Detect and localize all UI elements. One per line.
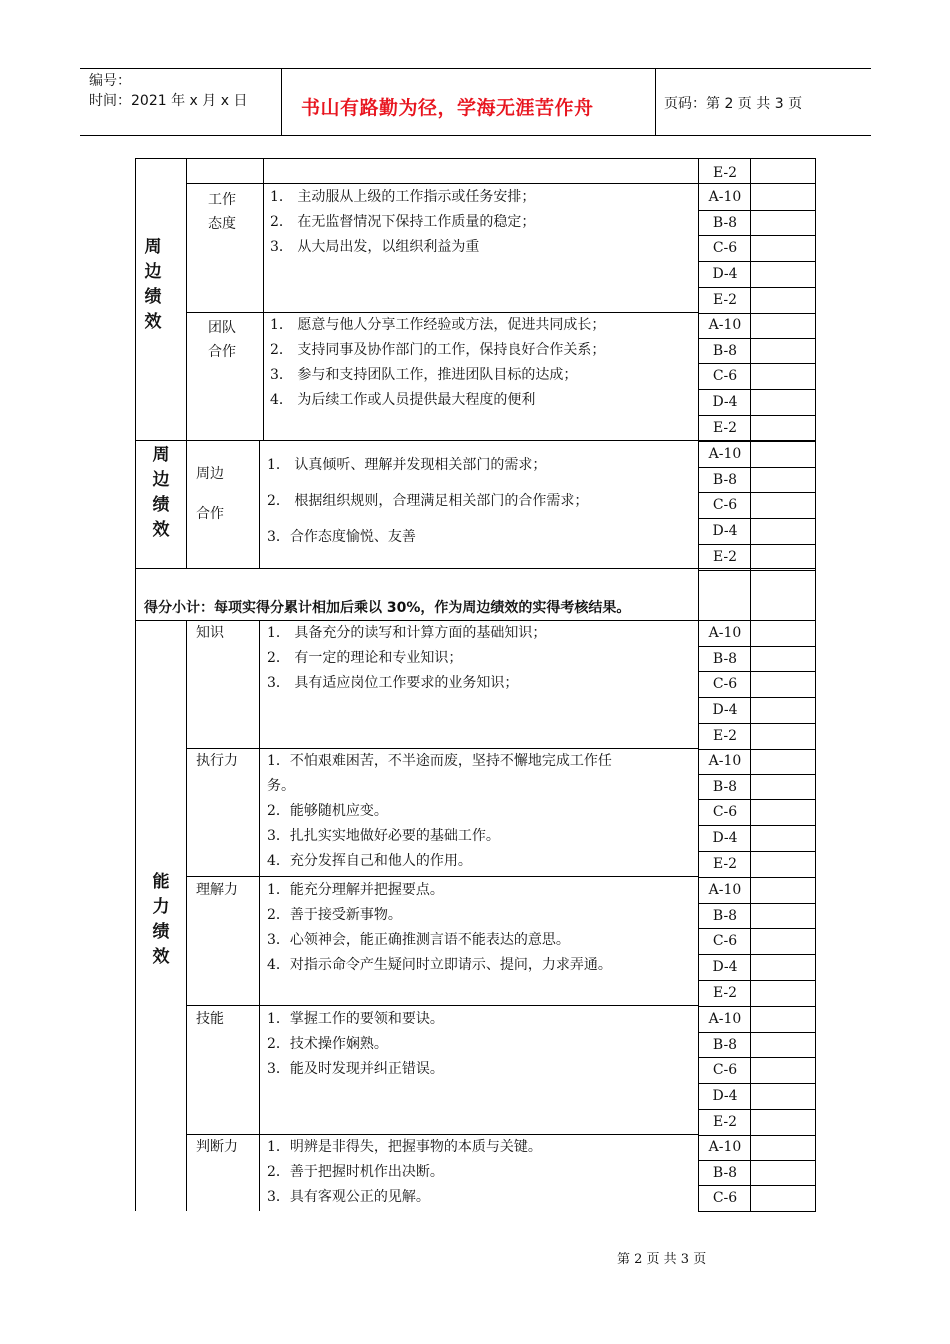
- knowledge-grade-c: C-6: [712, 676, 738, 693]
- skill-item: 3．能及时发现并纠正错误。: [267, 1061, 444, 1077]
- table-border: [186, 440, 187, 569]
- category-ability-performance: 能力绩效: [152, 872, 170, 967]
- judgment-item: 2．善于把握时机作出决断。: [267, 1164, 444, 1180]
- table-left-border: [135, 158, 136, 1211]
- table-border: [259, 620, 260, 1211]
- skill-grade-a: A-10: [708, 1011, 742, 1027]
- knowledge-item: 1． 具备充分的读写和计算方面的基础知识；: [267, 625, 547, 641]
- peripheral-item: 1． 认真倾听、理解并发现相关部门的需求；: [267, 457, 547, 473]
- skill-grade-e: E-2: [712, 1113, 738, 1130]
- table-border: [698, 492, 816, 493]
- skill-grade-d: D-4: [712, 1088, 738, 1105]
- knowledge-grade-b: B-8: [712, 650, 738, 667]
- table-border: [698, 774, 816, 775]
- comprehension-name: 理解力: [196, 882, 238, 898]
- table-border: [698, 903, 816, 904]
- table-border: [698, 697, 816, 698]
- table-border: [263, 158, 264, 441]
- teamwork-item: 3． 参与和支持团队工作，推进团队目标的达成；: [270, 367, 578, 383]
- header-motto: 书山有路勤为径，学海无涯苦作舟: [301, 97, 594, 119]
- skill-item: 1．掌握工作的要领和要诀。: [267, 1011, 444, 1027]
- knowledge-item: 3． 具有适应岗位工作要求的业务知识；: [267, 675, 519, 691]
- table-border: [698, 954, 816, 955]
- teamwork-item: 4． 为后续工作或人员提供最大程度的便利: [270, 392, 536, 408]
- table-border: [186, 1134, 699, 1135]
- table-border: [186, 876, 699, 877]
- judgment-grade-c: C-6: [712, 1190, 738, 1207]
- execution-grade-a: A-10: [708, 753, 742, 769]
- skill-grade-b: B-8: [712, 1036, 738, 1053]
- work-attitude-item: 1． 主动服从上级的工作指示或任务安排；: [270, 189, 536, 205]
- teamwork-item: 2． 支持同事及协作部门的工作，保持良好合作关系；: [270, 342, 606, 358]
- table-border: [698, 799, 816, 800]
- table-border: [698, 570, 816, 571]
- table-border: [186, 158, 187, 441]
- teamwork-grade-c: C-6: [712, 368, 738, 385]
- table-border: [698, 877, 816, 878]
- peripheral-item: 3．合作态度愉悦、友善: [267, 529, 416, 545]
- table-border: [698, 415, 816, 416]
- skill-grade-c: C-6: [712, 1062, 738, 1079]
- table-border: [698, 1083, 816, 1084]
- judgment-item: 1．明辨是非得失，把握事物的本质与关键。: [267, 1139, 542, 1155]
- work-attitude-grade-e: E-2: [712, 291, 738, 308]
- table-border: [698, 928, 816, 929]
- teamwork-name: 团队合作: [208, 320, 236, 360]
- table-border: [698, 518, 816, 519]
- comprehension-grade-d: D-4: [712, 959, 738, 976]
- table-border: [698, 646, 816, 647]
- table-border: [698, 1057, 816, 1058]
- work-attitude-item: 3． 从大局出发，以组织利益为重: [270, 239, 480, 255]
- header-page-number: 页码：第 2 页 共 3 页: [664, 96, 803, 112]
- work-attitude-item: 2． 在无监督情况下保持工作质量的稳定；: [270, 214, 536, 230]
- comprehension-grade-b: B-8: [712, 907, 738, 924]
- knowledge-grade-d: D-4: [712, 702, 738, 719]
- teamwork-grade-a: A-10: [708, 317, 742, 333]
- teamwork-grade-d: D-4: [712, 394, 738, 411]
- teamwork-grade-e: E-2: [712, 419, 738, 436]
- table-border: [698, 1006, 816, 1007]
- table-border: [698, 441, 816, 442]
- table-border: [698, 723, 816, 724]
- table-border: [186, 312, 699, 313]
- comprehension-item: 2．善于接受新事物。: [267, 907, 402, 923]
- execution-item: 务。: [267, 778, 295, 794]
- table-border: [698, 1032, 816, 1033]
- execution-grade-b: B-8: [712, 778, 738, 795]
- category-peripheral-performance: 周边绩效: [144, 237, 162, 332]
- table-border: [698, 749, 816, 750]
- header-number: 编号：: [89, 73, 131, 89]
- peripheral-name: 周边合作: [196, 466, 224, 522]
- table-border: [186, 183, 699, 184]
- work-attitude-grade-c: C-6: [712, 240, 738, 257]
- judgment-grade-b: B-8: [712, 1164, 738, 1181]
- table-border: [135, 568, 816, 569]
- table-border: [698, 544, 816, 545]
- knowledge-item: 2． 有一定的理论和专业知识；: [267, 650, 463, 666]
- table-border: [135, 440, 816, 441]
- table-border: [186, 748, 699, 749]
- table-top-border: [135, 158, 816, 159]
- comprehension-grade-a: A-10: [708, 882, 742, 898]
- knowledge-grade-a: A-10: [708, 625, 742, 641]
- peripheral-item: 2． 根据组织规则，合理满足相关部门的合作需求；: [267, 493, 589, 509]
- skill-name: 技能: [196, 1011, 224, 1027]
- teamwork-grade-b: B-8: [712, 342, 738, 359]
- peripheral-grade-e: E-2: [712, 548, 738, 565]
- comprehension-grade-c: C-6: [712, 933, 738, 950]
- table-border: [698, 1135, 816, 1136]
- table-border: [698, 1109, 816, 1110]
- table-border: [698, 1185, 816, 1186]
- work-attitude-name: 工作态度: [208, 192, 236, 232]
- comprehension-grade-e: E-2: [712, 984, 738, 1001]
- table-border: [698, 825, 816, 826]
- table-border: [698, 671, 816, 672]
- execution-item: 3．扎扎实实地做好必要的基础工作。: [267, 828, 500, 844]
- table-border: [698, 261, 816, 262]
- peripheral-grade-a: A-10: [708, 446, 742, 462]
- table-border: [698, 851, 816, 852]
- peripheral-grade-c: C-6: [712, 497, 738, 514]
- table-border: [698, 235, 816, 236]
- execution-grade-c: C-6: [712, 804, 738, 821]
- header-time: 时间：2021 年 x 月 x 日: [89, 93, 248, 109]
- table-border: [135, 620, 816, 621]
- grade-label: E-2: [712, 165, 738, 181]
- table-border: [698, 183, 816, 184]
- table-border: [186, 1005, 699, 1006]
- comprehension-item: 3．心领神会，能正确推测言语不能表达的意思。: [267, 932, 570, 948]
- execution-grade-d: D-4: [712, 830, 738, 847]
- subtotal-note: 得分小计：每项实得分累计相加后乘以 30%，作为周边绩效的实得考核结果。: [144, 600, 631, 616]
- table-border: [698, 467, 816, 468]
- judgment-item: 3．具有客观公正的见解。: [267, 1189, 430, 1205]
- comprehension-item: 1．能充分理解并把握要点。: [267, 882, 444, 898]
- category-peripheral-performance-2: 周边绩效: [152, 445, 170, 540]
- execution-grade-e: E-2: [712, 855, 738, 872]
- execution-name: 执行力: [196, 753, 238, 769]
- table-border: [698, 980, 816, 981]
- execution-item: 1．不怕艰难困苦，不半途而废，坚持不懈地完成工作任: [267, 753, 612, 769]
- execution-item: 4．充分发挥自己和他人的作用。: [267, 853, 472, 869]
- table-border: [698, 363, 816, 364]
- table-border: [186, 620, 187, 1211]
- table-border: [698, 389, 816, 390]
- table-right-border: [815, 158, 816, 1211]
- page-footer: 第 2 页 共 3 页: [617, 1252, 707, 1267]
- table-border: [259, 440, 260, 569]
- table-border: [698, 338, 816, 339]
- table-border: [698, 313, 816, 314]
- teamwork-item: 1． 愿意与他人分享工作经验或方法，促进共同成长；: [270, 317, 606, 333]
- knowledge-name: 知识: [196, 625, 224, 641]
- comprehension-item: 4．对指示命令产生疑问时立即请示、提问，力求弄通。: [267, 957, 612, 973]
- peripheral-grade-d: D-4: [712, 523, 738, 540]
- work-attitude-grade-d: D-4: [712, 266, 738, 283]
- execution-item: 2．能够随机应变。: [267, 803, 388, 819]
- work-attitude-grade-a: A-10: [708, 189, 742, 205]
- knowledge-grade-e: E-2: [712, 727, 738, 744]
- table-border: [698, 1160, 816, 1161]
- skill-item: 2．技术操作娴熟。: [267, 1036, 388, 1052]
- table-border: [698, 287, 816, 288]
- table-border: [698, 1211, 816, 1212]
- work-attitude-grade-b: B-8: [712, 214, 738, 231]
- peripheral-grade-b: B-8: [712, 471, 738, 488]
- judgment-name: 判断力: [196, 1139, 238, 1155]
- table-border: [698, 210, 816, 211]
- judgment-grade-a: A-10: [708, 1139, 742, 1155]
